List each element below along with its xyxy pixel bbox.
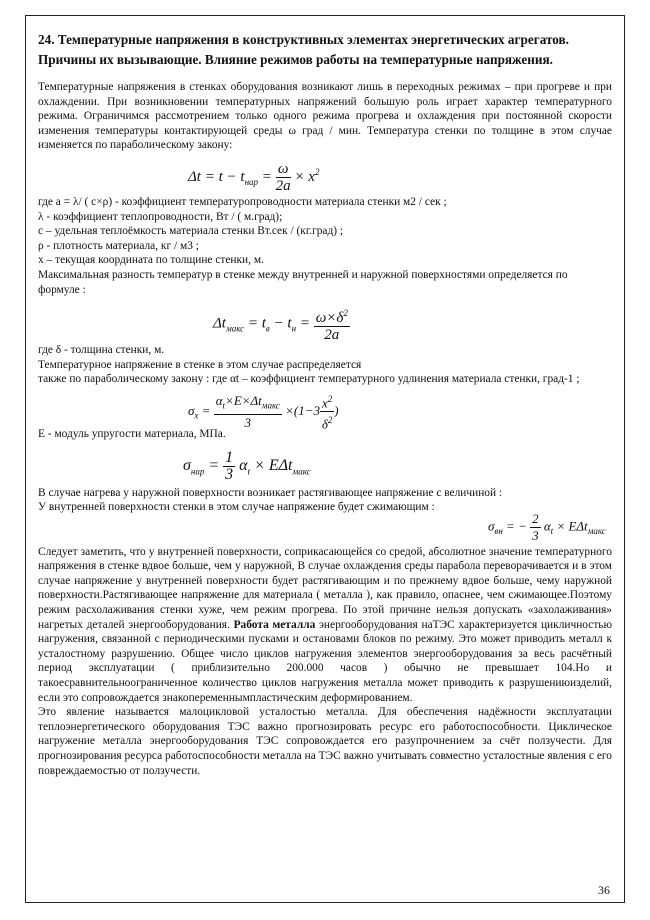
def-line-5: х – текущая координата по толщине стенки, м. bbox=[38, 254, 264, 267]
page-number: 36 bbox=[598, 883, 610, 897]
paragraph-main bbox=[38, 545, 612, 706]
formula-max-delta: $\Delta t_{макс} = t_в - t_н$ = $\frac{\omega\times\delta^2}{2a}$ bbox=[38, 297, 612, 343]
stress-text-2: также по параболическому закону : где αt – коэффициент температурного удлинения материала стенки, град-1 ; bbox=[38, 373, 580, 386]
document-page bbox=[25, 15, 625, 903]
paragraph-fatigue: Это явление называется малоцикловой усталостью металла. Для обеспечения надёжности эксплуатации теплоэнергетического оборудования ТЭС важно прогнозировать ресурс его работоспособности. Циклическое нагружение металла энергооборудования ТЭС сопровождается его разупрочнением за счёт ползучести. Для прогнозирования ресурса работоспособности металла на ТЭС важно учитывать совместно усталостные явления с его повреждаемостью от ползучести. bbox=[38, 706, 612, 777]
delta-definition: где δ - толщина стенки, м. bbox=[38, 344, 165, 357]
formula-temperature-profile: $\Delta t = t - t_{нар}$ = $\frac{\omega}{2a}$ × $x^2$ bbox=[188, 160, 320, 194]
formula-stress-outer: $\sigma_{нар}$ = $\frac{1}{3}$ $\alpha_t \times E\Delta t_{макс}$ bbox=[183, 448, 311, 483]
inner-text: У внутренней поверхности стенки в этом случае напряжение будет сжимающим : bbox=[38, 501, 435, 514]
e-definition: Е - модуль упругости материала, МПа. bbox=[38, 427, 226, 440]
formula-stress-x: $\sigma_x$ = $\frac{\alpha_t\times E\times\Delta t_{макс}}{3}$ ×(1−3 $\frac{x^2}{\delta^2}$ ) bbox=[38, 387, 612, 427]
stress-text-1: Температурное напряжение в стенке в этом случае распределяется bbox=[38, 358, 362, 371]
def-line-6: Максимальная разность температур в стенке между внутренней и наружной поверхностями определяется по формуле : bbox=[38, 268, 568, 296]
def-line-1: где а = λ/ ( c×ρ) - коэффициент температуропроводности материала стенки м2 / сек ; bbox=[38, 195, 447, 208]
paragraph-main-part-a: Следует заметить, что у внутренней поверхности, соприкасающейся со средой, абсолютное значение температурного напряжения в стенке вдвое больше, чем у наружной, В случае охлаждения среды парабола переворачивается и в этом случае напряжение у внутренней поверхности будет растягивающим и по прежнему вдвое больше, чему наружной поверхности.Растягивающее напряжение для материала ( металла ), как правило, опаснее, чем сжимающее.Поэтому режим расхолаживания стенки хуже, чем режим прогрева. По этой причине нельзя допускать «захолаживания» нагретых деталей энергооборудования. bbox=[38, 545, 612, 631]
def-line-2: λ - коэффициент теплопроводности, Вт / ( м.град); bbox=[38, 210, 283, 223]
def-line-3: с – удельная теплоёмкость материала стенки Вт.сек / (кг.град) ; bbox=[38, 225, 344, 238]
intro-paragraph: Температурные напряжения в стенках оборудования возникают лишь в переходных режимах – при прогреве и при охлаждении. При возникновении температурных напряжений большую роль играет характер температурного режима. Ограничимся рассмотрением только одного режима прогрева и охлаждения при постоянной скорости изменения температуры контактирующей среды ω град / мин. Температура стенки по толщине в этом случае изменяется по параболическому закону: bbox=[38, 81, 612, 152]
paragraph-main-bold: Работа металла bbox=[233, 618, 316, 631]
def-line-4: ρ - плотность материала, кг / м3 ; bbox=[38, 239, 199, 252]
heating-text: В случае нагрева у наружной поверхности возникает растягивающее напряжение с величиной : bbox=[38, 486, 503, 499]
paragraph-main-part-b: энергооборудования наТЭС характеризуется цикличностью нагружения, связанной с периодическими пусками и остановами блоков по режиму. Это может приводить металл к усталостному разрушению. Общее число циклов нагружения элементов энергооборудования за весь расчётный период эксплуатации ( приблизительно 200.000 часов ) обычно не превышает 104.Но и такоесравнительноограниченное количество циклов нагружения металла может приводить к разрушениюизделий, если это сопровождается знакопеременнымпластическим деформированием. bbox=[38, 618, 613, 704]
page-title: 24. Температурные напряжения в конструктивных элементах энергетических агрегатов. Причины их вызывающие. Влияние режимов работы на температурные напряжения. bbox=[38, 32, 569, 67]
formula-stress-inner: $\sigma_{вн}$ = − $\frac{2}{3}$ $\alpha_t \times E\Delta t_{макс}$ bbox=[488, 510, 606, 543]
